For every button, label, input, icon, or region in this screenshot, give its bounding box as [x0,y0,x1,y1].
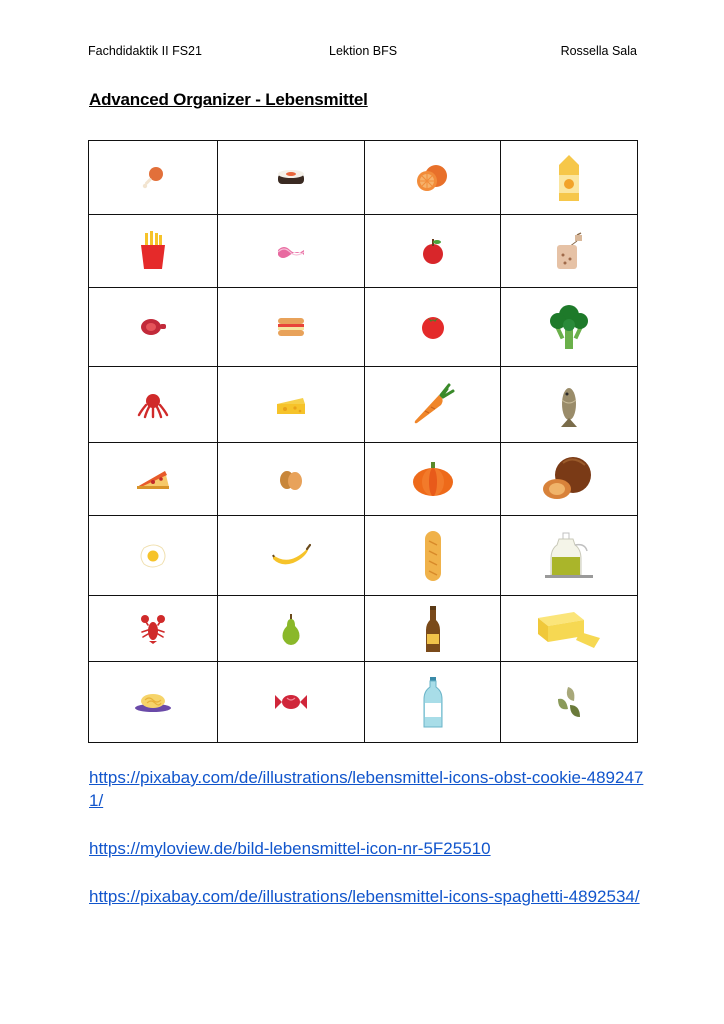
grid-cell [218,215,365,288]
grid-row [89,516,638,596]
header-course: Fachdidaktik II FS21 [88,44,202,58]
sushi-roll-icon [218,165,364,191]
grid-cell [218,141,365,215]
grid-cell [501,215,638,288]
source-links [89,766,649,933]
grid-row [89,215,638,288]
water-bottle-icon [365,675,500,729]
pumpkin-icon [365,460,500,498]
source-link-1[interactable]: https://pixabay.com/de/illustrations/lebensmittel-icons-obst-cookie-4892471/ [89,768,644,810]
grid-cell [365,141,501,215]
grid-cell [218,662,365,743]
pear-icon [218,612,364,646]
chestnut-icon [501,453,637,505]
grid-cell [501,367,638,443]
candy-icon [218,691,364,713]
grid-cell [365,443,501,516]
chicken-leg-icon [89,163,217,193]
grid-cell [501,288,638,367]
lobster-icon [89,613,217,645]
grid-row [89,288,638,367]
grid-cell [89,367,218,443]
banana-icon [218,543,364,569]
food-icon-grid [88,140,638,743]
tomato-icon [365,313,500,341]
carrot-icon [365,383,500,427]
page-title: Advanced Organizer - Lebensmittel [89,90,368,109]
grid-cell [365,215,501,288]
grid-cell [501,141,638,215]
grid-cell [218,288,365,367]
octopus-icon [89,391,217,419]
pasta-plate-icon [89,690,217,714]
fish-icon [501,382,637,428]
grid-cell [501,662,638,743]
grid-cell [89,516,218,596]
grid-row [89,662,638,743]
header-author: Rossella Sala [560,44,637,58]
grid-row [89,443,638,516]
pizza-slice-icon [89,467,217,491]
grid-cell [89,443,218,516]
header-lesson: Lektion BFS [329,44,398,58]
grid-cell [89,141,218,215]
grid-row [89,596,638,662]
apple-icon [365,236,500,266]
grid-row [89,141,638,215]
grid-cell [501,516,638,596]
beer-bottle-icon [365,604,500,654]
grid-row [89,367,638,443]
grid-cell [218,516,365,596]
broccoli-icon [501,303,637,351]
grid-cell [89,596,218,662]
grid-cell [218,443,365,516]
grid-cell [89,662,218,743]
fried-egg-icon [89,542,217,570]
grid-cell [501,596,638,662]
bacon-icon [218,242,364,260]
grid-cell [218,367,365,443]
french-fries-icon [89,231,217,271]
bread-loaf-icon [365,529,500,583]
butter-icon [501,608,637,650]
eggs-icon [218,466,364,492]
bay-leaves-icon [501,683,637,721]
grid-cell [365,288,501,367]
juice-carton-icon [501,153,637,203]
ham-icon [89,315,217,339]
grid-cell [365,367,501,443]
grid-cell [501,443,638,516]
sandwich-icon [218,316,364,338]
grid-cell [89,215,218,288]
grid-cell [218,596,365,662]
grid-cell [365,516,501,596]
tea-bag-icon [501,231,637,271]
grid-cell [365,596,501,662]
cheese-icon [218,394,364,416]
olive-oil-icon [501,531,637,581]
grid-cell [365,662,501,743]
source-link-3[interactable]: https://pixabay.com/de/illustrations/lebensmittel-icons-spaghetti-4892534/ [89,887,640,906]
grid-cell [89,288,218,367]
orange-icon [365,162,500,194]
source-link-2[interactable]: https://myloview.de/bild-lebensmittel-icon-nr-5F25510 [89,839,491,858]
